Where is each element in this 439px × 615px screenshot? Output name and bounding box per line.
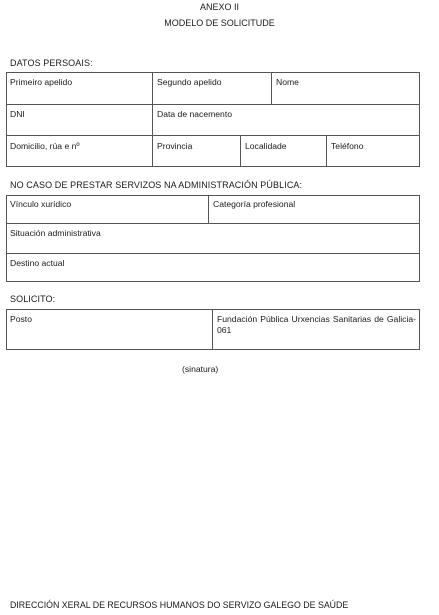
admin-row-divider-2	[6, 253, 420, 254]
col-divider	[152, 135, 153, 167]
col-divider	[212, 309, 213, 350]
form-title: MODELO DE SOLICITUDE	[164, 18, 275, 28]
phone-field[interactable]: Teléfono	[331, 141, 364, 151]
personal-row-divider-1	[6, 104, 420, 105]
signature-label: (sinatura)	[182, 364, 219, 374]
personal-row-divider-2	[6, 135, 420, 136]
first-surname-field[interactable]: Primeiro apelido	[10, 77, 73, 87]
col-divider	[152, 104, 153, 135]
second-surname-field[interactable]: Segundo apelido	[157, 77, 222, 87]
locality-field[interactable]: Localidade	[245, 141, 287, 151]
request-heading: SOLICITO:	[10, 294, 56, 304]
address-field[interactable]: Domicilio, rúa e nº	[10, 141, 80, 151]
admin-situation-field[interactable]: Situación administrativa	[10, 228, 101, 238]
col-divider	[208, 195, 209, 223]
birth-date-field[interactable]: Data de nacemento	[157, 109, 233, 119]
name-field[interactable]: Nome	[276, 77, 299, 87]
col-divider	[240, 135, 241, 167]
post-field[interactable]: Posto	[10, 314, 32, 324]
col-divider	[152, 72, 153, 104]
province-field[interactable]: Provincia	[157, 141, 193, 151]
organization-text: Fundación Pública Urxencias Sanitarias de Galicia-061	[217, 314, 416, 335]
col-divider	[271, 72, 272, 104]
admin-heading: NO CASO DE PRESTAR SERVIZOS NA ADMINISTRACIÓN PÚBLICA:	[10, 180, 303, 190]
annex-title: ANEXO II	[199, 2, 239, 12]
current-destination-field[interactable]: Destino actual	[10, 258, 65, 268]
professional-category-field[interactable]: Categoría profesional	[213, 199, 296, 209]
col-divider	[326, 135, 327, 167]
personal-data-heading: DATOS PERSOAIS:	[10, 58, 93, 68]
dni-field[interactable]: DNI	[10, 109, 25, 119]
admin-row-divider-1	[6, 223, 420, 224]
legal-bond-field[interactable]: Vínculo xurídico	[10, 199, 72, 209]
footer-recipient: DIRECCIÓN XERAL DE RECURSOS HUMANOS DO SERVIZO GALEGO DE SAÚDE	[10, 600, 349, 610]
